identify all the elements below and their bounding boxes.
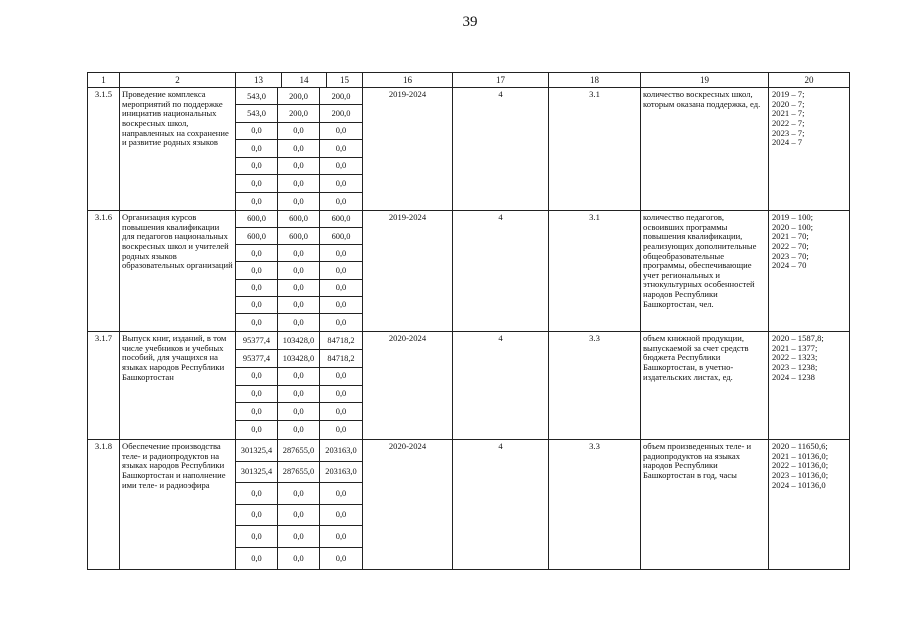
row-id: 3.1.7 [88, 332, 120, 440]
target-value: 2022 – 10136,0; [772, 460, 829, 471]
finance-value: 95377,4 [236, 350, 278, 368]
finance-value: 0,0 [320, 123, 362, 140]
target-value: 2020 – 1587,8; [772, 333, 824, 343]
targets [769, 332, 850, 440]
finance-value: 0,0 [278, 483, 320, 505]
finance-value: 0,0 [278, 280, 320, 297]
finance-value: 600,0 [236, 211, 278, 228]
finance-value: 0,0 [236, 505, 278, 527]
period: 2019-2024 [363, 211, 453, 332]
finance-value: 0,0 [236, 280, 278, 297]
target-value: 2022 – 1323; [772, 352, 818, 363]
finance-value: 287655,0 [278, 440, 320, 462]
finance-value: 543,0 [236, 88, 278, 105]
finance-value: 0,0 [236, 193, 278, 210]
table-row [88, 211, 850, 332]
target-value: 2021 – 1377; [772, 342, 818, 353]
finance-value: 0,0 [278, 158, 320, 175]
column-header: 20 [769, 73, 850, 88]
finance-value: 0,0 [278, 505, 320, 527]
targets [769, 88, 850, 211]
target-value: 2023 – 7; [772, 127, 805, 138]
finance-value: 0,0 [278, 421, 320, 439]
finance-block [236, 332, 363, 440]
row-id: 3.1.5 [88, 88, 120, 211]
target-value: 2020 – 11650,6; [772, 441, 828, 451]
finance-value: 0,0 [320, 386, 362, 404]
finance-value: 103428,0 [278, 350, 320, 368]
finance-value: 0,0 [236, 403, 278, 421]
period: 2019-2024 [363, 88, 453, 211]
header-row [88, 73, 850, 88]
finance-value: 200,0 [320, 88, 362, 105]
target-value: 2023 – 10136,0; [772, 469, 829, 480]
target-value: 2023 – 1238; [772, 361, 818, 372]
col18-value: 3.1 [549, 88, 641, 211]
finance-value: 543,0 [236, 105, 278, 122]
col17-value: 4 [453, 211, 549, 332]
finance-value: 301325,4 [236, 462, 278, 484]
finance-value: 0,0 [320, 280, 362, 297]
column-header: 13 [236, 73, 282, 88]
finance-value: 0,0 [320, 297, 362, 314]
finance-value: 0,0 [236, 262, 278, 279]
finance-value: 200,0 [320, 105, 362, 122]
finance-value: 0,0 [236, 548, 278, 570]
finance-value: 84718,2 [320, 350, 362, 368]
table-row [88, 332, 850, 440]
column-header: 19 [641, 73, 769, 88]
finance-value: 0,0 [320, 483, 362, 505]
finance-value: 103428,0 [278, 332, 320, 350]
finance-value: 0,0 [320, 368, 362, 386]
finance-value: 0,0 [320, 245, 362, 262]
column-header: 18 [549, 73, 641, 88]
finance-value: 0,0 [236, 140, 278, 157]
target-value: 2020 – 100; [772, 221, 814, 232]
column-header: 14 [282, 73, 327, 88]
finance-value: 0,0 [278, 297, 320, 314]
finance-grid [236, 211, 362, 331]
finance-value: 0,0 [278, 123, 320, 140]
activity-name: Обеспечение производства теле- и радиопродуктов на языках народов Республики Башкортостан и наполнение ими теле- и радиоэфира [120, 440, 236, 570]
finance-value: 0,0 [335, 425, 347, 435]
page-number: 39 [462, 14, 478, 30]
target-value: 2024 – 7 [772, 137, 803, 148]
finance-value: 203163,0 [320, 462, 362, 484]
finance-value: 0,0 [278, 193, 320, 210]
target-value: 2021 – 7; [772, 108, 805, 119]
period: 2020-2024 [363, 440, 453, 570]
finance-value: 0,0 [236, 483, 278, 505]
row-id: 3.1.6 [88, 211, 120, 332]
finance-value: 0,0 [335, 196, 347, 206]
finance-grid [236, 440, 362, 569]
col17-value: 4 [453, 88, 549, 211]
finance-value: 0,0 [320, 262, 362, 279]
col17-value: 4 [453, 440, 549, 570]
finance-value: 84718,2 [320, 332, 362, 350]
finance-value: 0,0 [236, 526, 278, 548]
finance-value: 0,0 [278, 368, 320, 386]
target-value: 2024 – 10136,0 [772, 479, 826, 490]
targets [769, 211, 850, 332]
finance-value: 0,0 [278, 548, 320, 570]
target-value: 2024 – 1238 [772, 371, 815, 382]
finance-value: 0,0 [236, 175, 278, 192]
finance-value: 200,0 [278, 105, 320, 122]
finance-value: 0,0 [320, 158, 362, 175]
target-value: 2021 – 10136,0; [772, 450, 829, 461]
column-header: 16 [363, 73, 453, 88]
finance-block [236, 211, 363, 332]
finance-value: 203163,0 [320, 440, 362, 462]
finance-value: 0,0 [320, 526, 362, 548]
indicator: объем книжной продукции, выпускаемой за счет средств бюджета Республики Башкортостан, в учетно-издательских листах, ед. [641, 332, 769, 440]
table-row [88, 440, 850, 570]
indicator: количество воскресных школ, которым оказана поддержка, ед. [641, 88, 769, 211]
finance-value: 0,0 [335, 553, 347, 563]
finance-value: 301325,4 [236, 440, 278, 462]
period: 2020-2024 [363, 332, 453, 440]
finance-value: 0,0 [278, 175, 320, 192]
targets [769, 440, 850, 570]
finance-value: 0,0 [278, 245, 320, 262]
finance-value: 0,0 [320, 403, 362, 421]
finance-value: 0,0 [278, 403, 320, 421]
finance-value: 0,0 [320, 175, 362, 192]
indicator: объем произведенных теле- и радиопродуктов на языках народов Республики Башкортостан в год, часы [641, 440, 769, 570]
finance-value: 600,0 [236, 228, 278, 245]
target-value: 2019 – 7; [772, 89, 805, 99]
target-value: 2019 – 100; [772, 212, 814, 222]
finance-value: 0,0 [236, 297, 278, 314]
target-value: 2024 – 70 [772, 260, 807, 271]
finance-value: 0,0 [278, 140, 320, 157]
finance-value: 0,0 [236, 368, 278, 386]
program-table [87, 72, 850, 570]
finance-grid [236, 88, 362, 210]
col17-value: 4 [453, 332, 549, 440]
finance-grid [236, 332, 362, 439]
finance-value: 287655,0 [278, 462, 320, 484]
finance-value: 0,0 [278, 262, 320, 279]
target-value: 2022 – 7; [772, 117, 805, 128]
finance-value: 0,0 [320, 140, 362, 157]
target-value: 2023 – 70; [772, 250, 809, 261]
finance-value: 600,0 [278, 228, 320, 245]
column-header: 15 [327, 73, 363, 88]
finance-value: 0,0 [236, 421, 278, 439]
activity-name: Организация курсов повышения квалификации для педагогов национальных воскресных школ и учителей родных языков образовательных организаций [120, 211, 236, 332]
finance-value: 0,0 [278, 526, 320, 548]
target-value: 2020 – 7; [772, 98, 805, 109]
finance-value: 0,0 [335, 317, 347, 327]
finance-value: 0,0 [236, 245, 278, 262]
finance-value: 0,0 [236, 158, 278, 175]
finance-block [236, 440, 363, 570]
col18-value: 3.1 [549, 211, 641, 332]
finance-value: 0,0 [236, 123, 278, 140]
finance-value: 0,0 [278, 314, 320, 331]
finance-value: 0,0 [236, 386, 278, 404]
finance-value: 0,0 [320, 505, 362, 527]
activity-name: Проведение комплекса мероприятий по поддержке инициатив национальных воскресных школ, направленных на сохранение и развитие родных языков [120, 88, 236, 211]
col18-value: 3.3 [549, 440, 641, 570]
col18-value: 3.3 [549, 332, 641, 440]
indicator: количество педагогов, освоивших программы повышения квалификации, реализующих дополнительные общеобразовательные программы, обеспечивающие учет региональных и этнокультурных особенностей народов Республики Башкортостан, чел. [641, 211, 769, 332]
column-header: 1 [88, 73, 120, 88]
finance-value: 600,0 [320, 228, 362, 245]
finance-value: 600,0 [278, 211, 320, 228]
finance-value: 0,0 [278, 386, 320, 404]
column-header: 17 [453, 73, 549, 88]
finance-value: 95377,4 [236, 332, 278, 350]
activity-name: Выпуск книг, изданий, в том числе учебников и учебных пособий, для учащихся на языках народов Республики Башкортостан [120, 332, 236, 440]
finance-value: 600,0 [320, 211, 362, 228]
target-value: 2021 – 70; [772, 231, 809, 242]
column-header: 2 [120, 73, 236, 88]
finance-block [236, 88, 363, 211]
row-id: 3.1.8 [88, 440, 120, 570]
table-row [88, 88, 850, 211]
target-value: 2022 – 70; [772, 240, 809, 251]
finance-value: 0,0 [236, 314, 278, 331]
finance-value: 200,0 [278, 88, 320, 105]
